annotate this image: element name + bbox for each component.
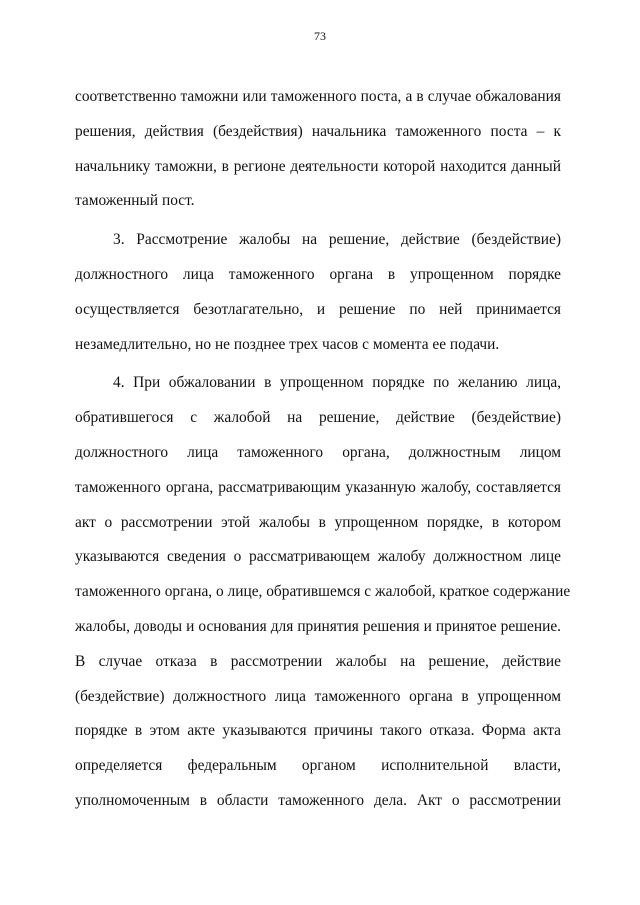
paragraph <box>75 223 561 362</box>
text-line: должностного лица таможенного органа, должностным лицом <box>75 443 561 461</box>
text-line: жалобы, доводы и основания для принятия решения и принятое решение. <box>75 617 561 635</box>
text-line: В случае отказа в рассмотрении жалобы на решение, действие <box>75 652 561 670</box>
text-line: решения, действия (бездействия) начальника таможенного поста – к <box>75 122 561 140</box>
text-line: таможенный пост. <box>75 192 195 210</box>
text-line: (бездействие) должностного лица таможенного органа в упрощенном <box>75 687 561 705</box>
text-line: начальнику таможни, в регионе деятельности которой находится данный <box>75 157 561 175</box>
text-line: таможенного органа, рассматривающим указанную жалобу, составляется <box>75 478 561 496</box>
text-line: указываются сведения о рассматривающем жалобу должностном лице <box>75 548 561 566</box>
text-line: 3. Рассмотрение жалобы на решение, действие (бездействие) <box>113 231 561 249</box>
text-line: определяется федеральным органом исполнительной власти, <box>75 757 561 775</box>
text-line: уполномоченным в области таможенного дела. Акт о рассмотрении <box>75 791 561 809</box>
document-body <box>75 80 571 819</box>
text-line: должностного лица таможенного органа в упрощенном порядке <box>75 265 561 283</box>
text-line: незамедлительно, но не позднее трех часов с момента ее подачи. <box>75 335 500 353</box>
text-line: таможенного органа, о лице, обратившемся с жалобой, краткое содержание <box>75 583 571 601</box>
text-line: соответственно таможни или таможенного поста, а в случае обжалования <box>75 88 561 105</box>
text-line: 4. При обжаловании в упрощенном порядке по желанию лица, <box>113 374 561 392</box>
page-number: 73 <box>314 29 326 43</box>
paragraph <box>75 366 571 818</box>
text-line: обратившегося с жалобой на решение, действие (бездействие) <box>75 409 561 427</box>
paragraph <box>75 80 561 219</box>
text-line: акт о рассмотрении этой жалобы в упрощенном порядке, в котором <box>75 513 561 531</box>
text-line: порядке в этом акте указываются причины такого отказа. Форма акта <box>75 722 561 740</box>
text-line: осуществляется безотлагательно, и решение по ней принимается <box>75 300 561 318</box>
